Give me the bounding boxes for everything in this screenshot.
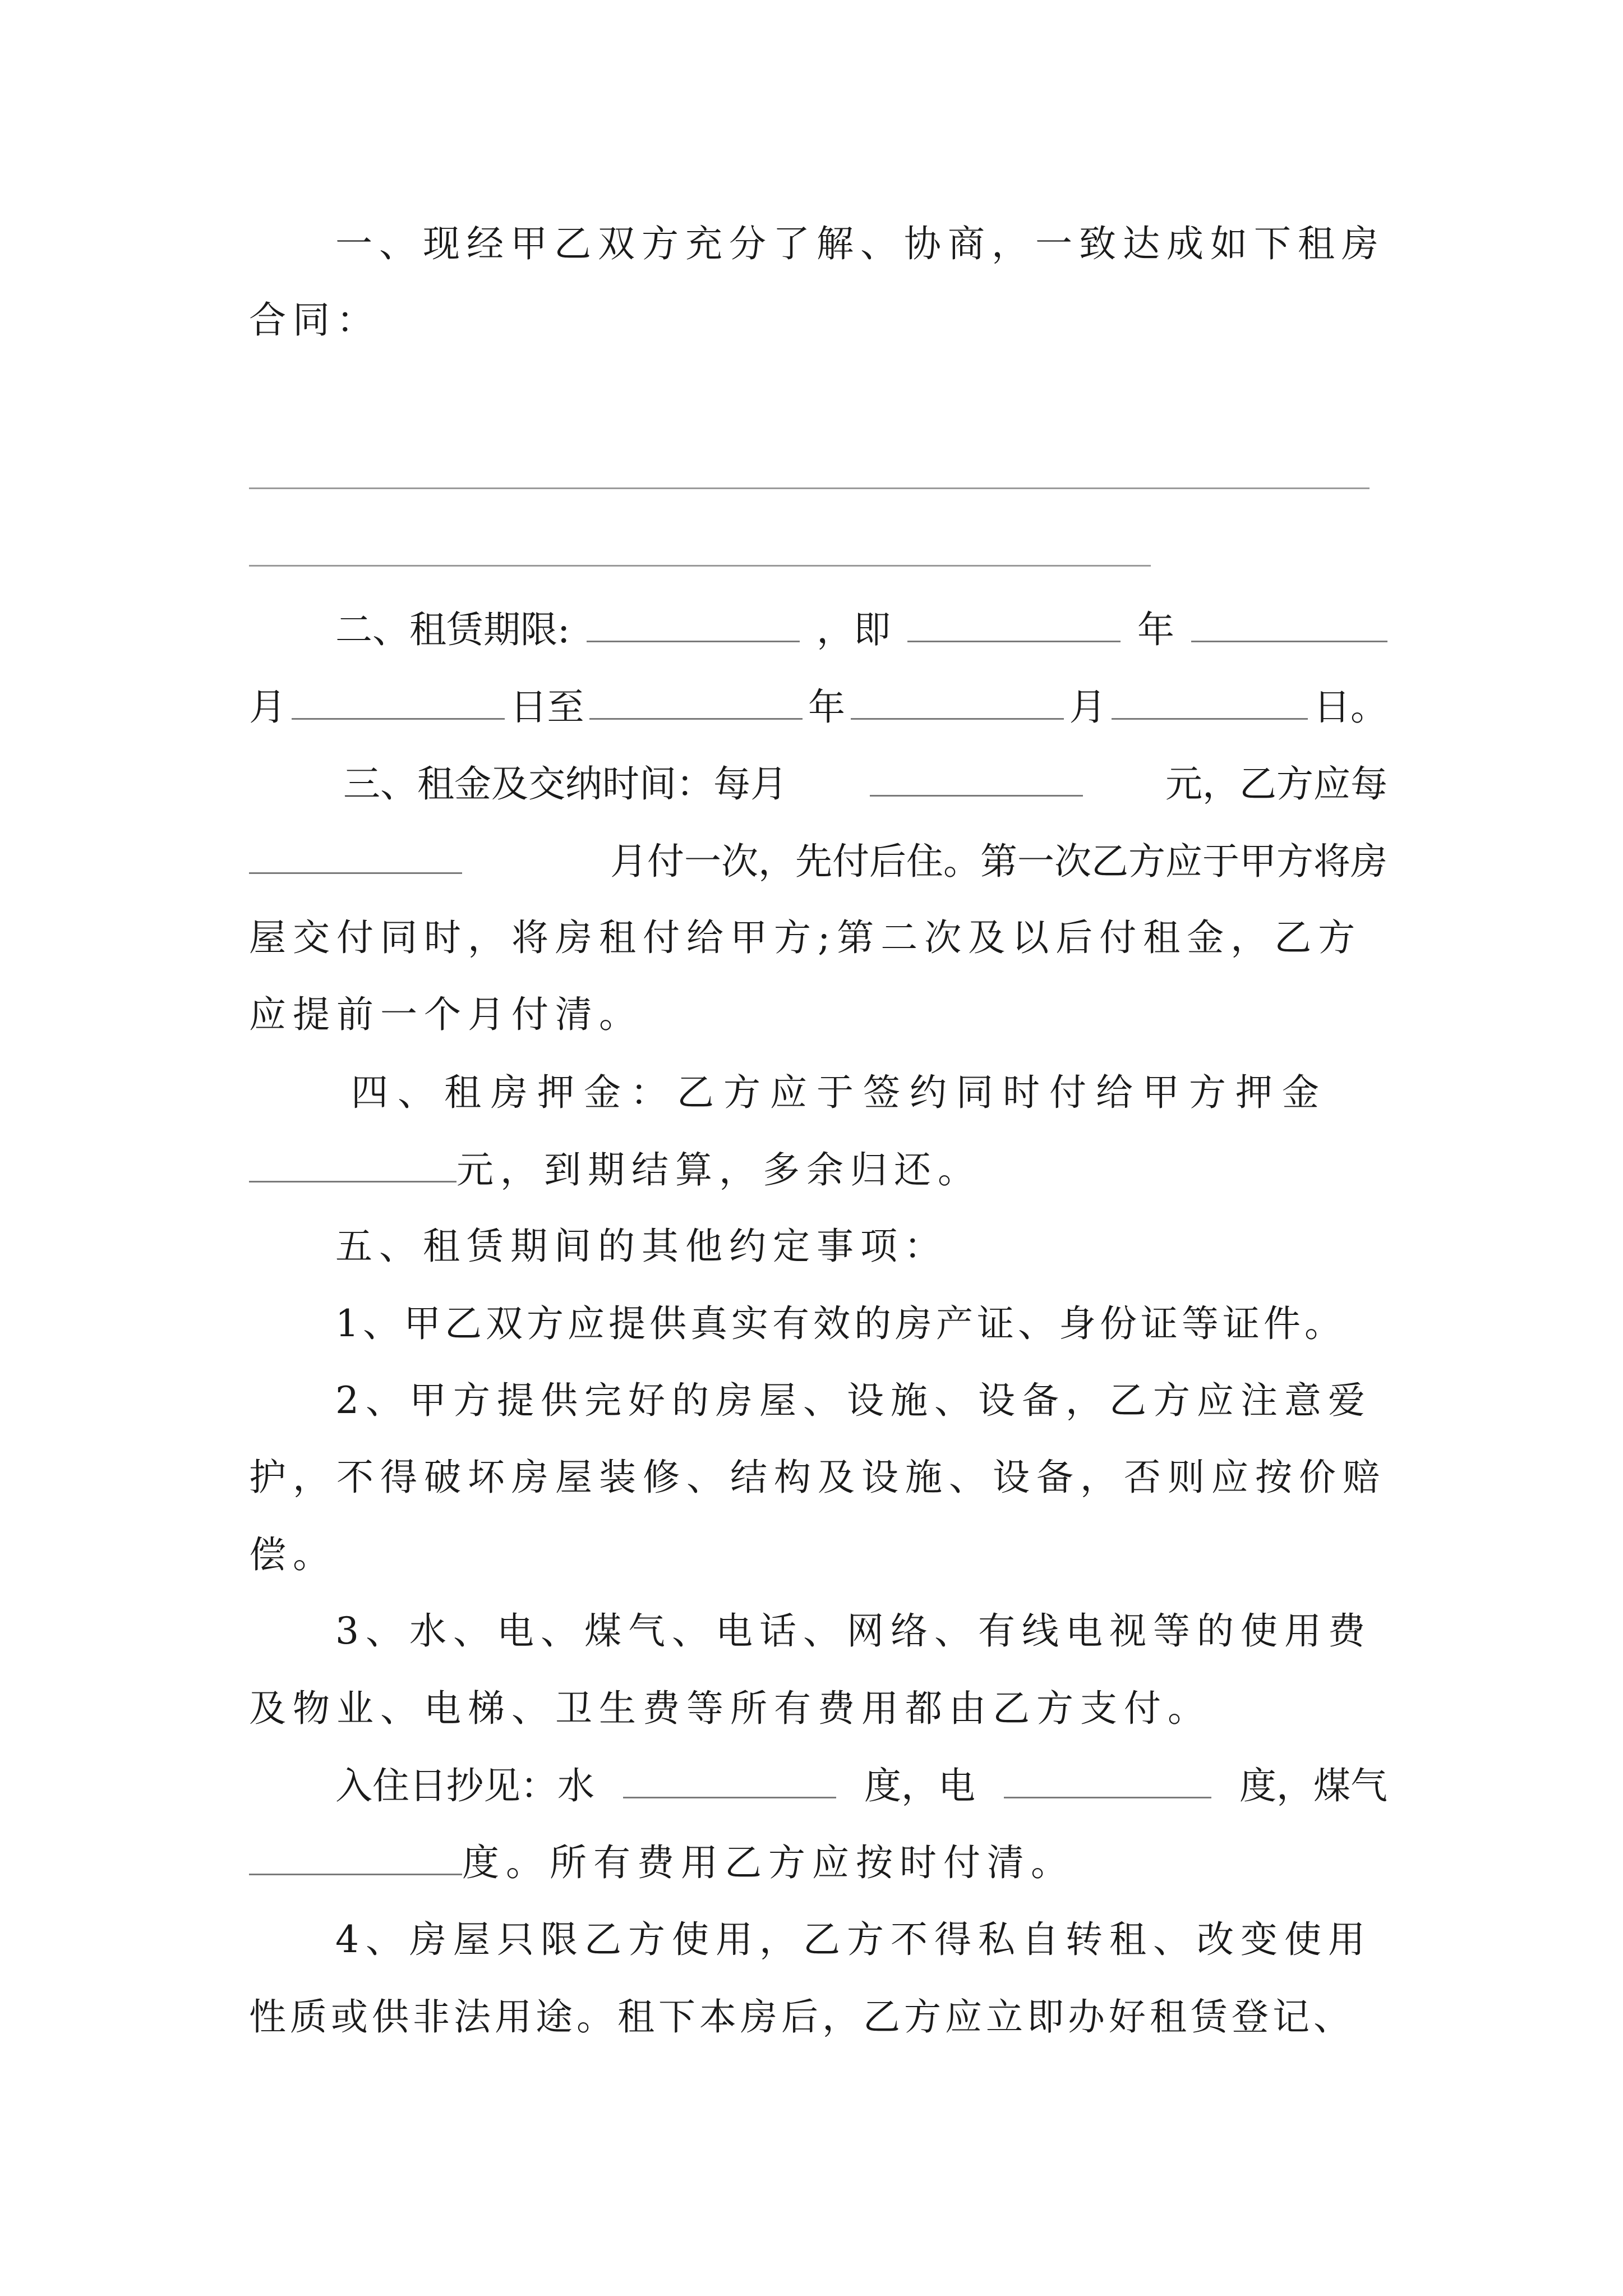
clause1-line2: 合同： <box>249 298 380 342</box>
clause2-year-label-2: 年 <box>808 685 845 729</box>
payment-interval-blank[interactable] <box>249 833 462 874</box>
clause2-month-label-2: 月 <box>1069 685 1106 729</box>
clause5-item4-line2: 性质或供非法用途。租下本房后，乙方应立即办好租赁登记、 <box>249 1995 1354 2039</box>
clause2-line2 <box>249 679 1387 735</box>
gas-reading-blank[interactable] <box>249 1834 462 1875</box>
meter-gas-label: 度，煤气 <box>1239 1764 1387 1807</box>
clause1-line1: 一、现经甲乙双方充分了解、协商，一致达成如下租房 <box>335 222 1385 265</box>
clause3-line4: 应提前一个月付清。 <box>249 993 643 1036</box>
clause4-line1: 四、租房押金：乙方应于签约同时付给甲方押金 <box>351 1071 1329 1114</box>
clause5-item3-line2: 及物业、电梯、卫生费等所有费用都由乙方支付。 <box>249 1687 1211 1730</box>
clause3-rent-label: 三、租金及交纳时间：每月 <box>343 762 787 806</box>
clause4-line2 <box>249 1142 1387 1198</box>
clause2-day-to: 日至 <box>510 685 584 729</box>
clause3-line3: 屋交付同时，将房租付给甲方;第二次及以后付租金，乙方 <box>249 916 1362 959</box>
clause5-title: 五、租赁期间的其他约定事项： <box>335 1225 948 1268</box>
clause2-term-label: 二、租赁期限: <box>335 608 570 651</box>
clause3-line1 <box>343 756 1387 812</box>
lease-term-blank[interactable] <box>587 601 800 642</box>
meter-readings-line2 <box>249 1834 1387 1891</box>
start-year-blank[interactable] <box>907 601 1121 642</box>
clause2-line1 <box>335 601 1387 658</box>
clause5-item1: 1、甲乙双方应提供真实有效的房产证、身份证等证件。 <box>335 1302 1345 1345</box>
electric-reading-blank[interactable] <box>1004 1757 1211 1798</box>
clause5-item2-line2: 护，不得破坏房屋装修、结构及设施、设备，否则应按价赔 <box>249 1456 1386 1499</box>
start-month-blank[interactable] <box>1191 601 1387 642</box>
end-year-blank[interactable] <box>589 679 803 720</box>
end-day-blank[interactable] <box>1112 679 1308 720</box>
clause2-day-end: 日。 <box>1313 685 1387 729</box>
deposit-blank[interactable] <box>249 1142 457 1182</box>
clause5-item3-line1: 3、水、电、煤气、电话、网络、有线电视等的使用费 <box>335 1609 1372 1653</box>
blank-rule-short <box>249 565 1151 567</box>
clause3-payment-text: 月付一次，先付后住。第一次乙方应于甲方将房 <box>610 840 1387 883</box>
clause3-line2 <box>249 833 1387 890</box>
clause4-refund-text: 元，到期结算，多余归还。 <box>457 1148 981 1191</box>
meter-readings-line1 <box>335 1757 1387 1814</box>
clause5-item2-line3: 偿。 <box>249 1533 336 1576</box>
clause2-month-label: 月 <box>249 685 286 729</box>
meter-electric-label: 度，电 <box>864 1764 975 1807</box>
monthly-rent-blank[interactable] <box>870 756 1083 797</box>
blank-rule-long <box>249 487 1370 489</box>
clause2-year-label: 年 <box>1137 608 1174 651</box>
start-day-blank[interactable] <box>292 679 505 720</box>
meter-payment-text: 度。所有费用乙方应按时付清。 <box>462 1841 1075 1884</box>
meter-water-label: 入住日抄见：水 <box>335 1764 594 1807</box>
clause3-yuan-label: 元，乙方应每 <box>1165 762 1387 806</box>
clause5-item2-line1: 2、甲方提供完好的房屋、设施、设备，乙方应注意爱 <box>335 1379 1372 1422</box>
water-reading-blank[interactable] <box>623 1757 836 1798</box>
clause5-item4-line1: 4、房屋只限乙方使用，乙方不得私自转租、改变使用 <box>335 1918 1372 1961</box>
clause2-namely: ，即 <box>817 608 891 651</box>
end-month-blank[interactable] <box>851 679 1064 720</box>
